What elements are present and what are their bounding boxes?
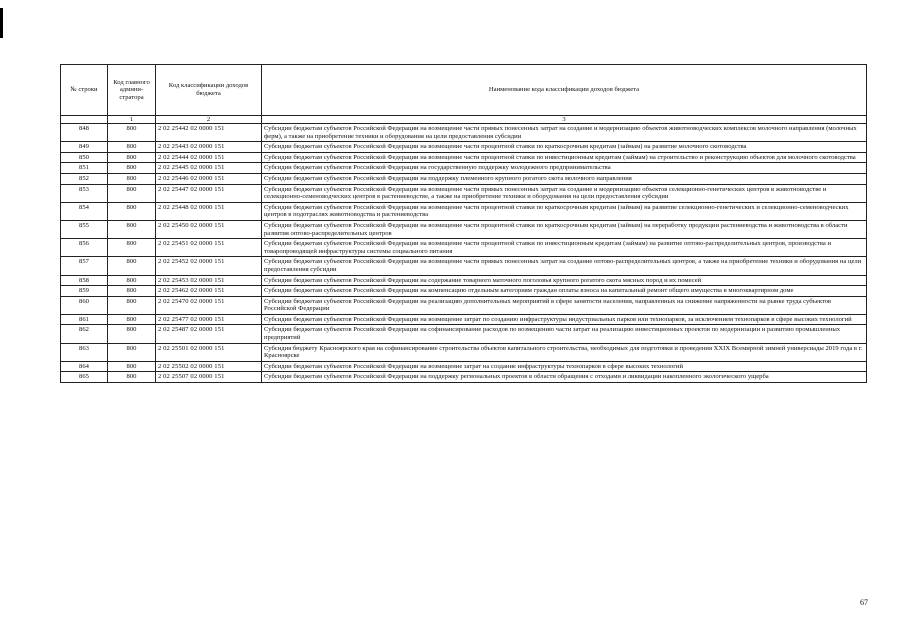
row-number-cell: 857 [61, 257, 108, 275]
code-name-cell: Субсидии бюджетам субъектов Российской Федерации на возмещение части прямых понесенных затрат на создание и модернизацию объектов животноводческих комплексов молочного направления (молочных ферм), а также на приобретение техники и оборудования на цели предоставления субсидии [262, 124, 867, 142]
table-row [61, 184, 867, 202]
column-number-empty [61, 116, 108, 124]
admin-code-cell: 800 [108, 124, 156, 142]
classification-code-cell: 2 02 25487 02 0000 151 [156, 325, 262, 343]
column-number-3: 3 [262, 116, 867, 124]
classification-code-cell: 2 02 25442 02 0000 151 [156, 124, 262, 142]
classification-code-cell: 2 02 25445 02 0000 151 [156, 163, 262, 174]
header-row [61, 65, 867, 116]
classification-code-cell: 2 02 25444 02 0000 151 [156, 152, 262, 163]
code-name-cell: Субсидии бюджетам субъектов Российской Федерации на возмещение части прямых понесенных затрат на создание и модернизацию объектов селекционно-генетических центров в животноводстве и селекционно-семеноводческих центров в растениеводстве, а также на приобретение техники и оборудования на цели предоставления субсидии [262, 184, 867, 202]
admin-code-cell: 800 [108, 286, 156, 297]
classification-code-cell: 2 02 25477 02 0000 151 [156, 314, 262, 325]
code-name-cell: Субсидии бюджетам субъектов Российской Федерации на содержание товарного маточного поголовья крупного рогатого скота мясных пород и их помесей [262, 275, 867, 286]
code-name-cell: Субсидии бюджетам субъектов Российской Федерации на возмещение части прямых понесенных затрат на создание оптово-распределительных центров, а также на приобретение техники и оборудования на цели предоставления субсидии [262, 257, 867, 275]
budget-classification-table [60, 64, 867, 383]
classification-code-cell: 2 02 25453 02 0000 151 [156, 275, 262, 286]
header-row-number: № строки [61, 65, 108, 116]
code-name-cell: Субсидии бюджетам субъектов Российской Федерации на софинансирование расходов по возмещению части затрат на реализацию инвестиционных проектов по модернизации и развитию промышленных предприятий [262, 325, 867, 343]
code-name-cell: Субсидии бюджетам субъектов Российской Федерации на реализацию дополнительных мероприятий в сфере занятости населения, направленных на снижение напряженности на рынке труда субъектов Российской Федерации [262, 296, 867, 314]
classification-code-cell: 2 02 25448 02 0000 151 [156, 202, 262, 220]
table-row [61, 163, 867, 174]
admin-code-cell: 800 [108, 314, 156, 325]
table-header [61, 65, 867, 124]
classification-code-cell: 2 02 25447 02 0000 151 [156, 184, 262, 202]
table-row [61, 343, 867, 361]
admin-code-cell: 800 [108, 296, 156, 314]
admin-code-cell: 800 [108, 152, 156, 163]
row-number-cell: 859 [61, 286, 108, 297]
classification-code-cell: 2 02 25507 02 0000 151 [156, 372, 262, 383]
classification-code-cell: 2 02 25451 02 0000 151 [156, 239, 262, 257]
column-numbers-row [61, 116, 867, 124]
code-name-cell: Субсидии бюджетам субъектов Российской Федерации на компенсацию отдельным категориям граждан оплаты взноса на капитальный ремонт общего имущества в многоквартирном доме [262, 286, 867, 297]
page-number: 67 [860, 598, 868, 607]
table-row [61, 239, 867, 257]
admin-code-cell: 800 [108, 361, 156, 372]
code-name-cell: Субсидии бюджетам субъектов Российской Федерации на поддержку племенного крупного рогатого скота молочного направления [262, 173, 867, 184]
code-name-cell: Субсидии бюджетам субъектов Российской Федерации на возмещение затрат на создание инфраструктуры технопарков в сфере высоких технологий [262, 361, 867, 372]
row-number-cell: 865 [61, 372, 108, 383]
row-number-cell: 856 [61, 239, 108, 257]
admin-code-cell: 800 [108, 257, 156, 275]
admin-code-cell: 800 [108, 142, 156, 153]
code-name-cell: Субсидии бюджетам субъектов Российской Федерации на поддержку региональных проектов в области обращения с отходами и ликвидации накопленного экологического ущерба [262, 372, 867, 383]
table-row [61, 361, 867, 372]
classification-code-cell: 2 02 25452 02 0000 151 [156, 257, 262, 275]
row-number-cell: 848 [61, 124, 108, 142]
classification-code-cell: 2 02 25502 02 0000 151 [156, 361, 262, 372]
admin-code-cell: 800 [108, 202, 156, 220]
classification-code-cell: 2 02 25501 02 0000 151 [156, 343, 262, 361]
table-row [61, 314, 867, 325]
row-number-cell: 853 [61, 184, 108, 202]
code-name-cell: Субсидии бюджетам субъектов Российской Федерации на возмещение части процентной ставки по краткосрочным кредитам (займам) на развитие селекционно-генетических и селекционно-семеноводческих центров в подотраслях животноводства и растениеводства [262, 202, 867, 220]
classification-code-cell: 2 02 25446 02 0000 151 [156, 173, 262, 184]
admin-code-cell: 800 [108, 372, 156, 383]
table-row [61, 275, 867, 286]
row-number-cell: 860 [61, 296, 108, 314]
margin-mark [0, 8, 3, 38]
table-row [61, 124, 867, 142]
table-row [61, 286, 867, 297]
row-number-cell: 850 [61, 152, 108, 163]
code-name-cell: Субсидии бюджетам субъектов Российской Федерации на возмещение части процентной ставки по инвестиционным кредитам (займам) на строительство и реконструкцию объектов для молочного скотоводства [262, 152, 867, 163]
code-name-cell: Субсидии бюджетам субъектов Российской Федерации на государственную поддержку молодежного предпринимательства [262, 163, 867, 174]
budget-classification-table-container [60, 64, 866, 383]
table-row [61, 325, 867, 343]
row-number-cell: 861 [61, 314, 108, 325]
code-name-cell: Субсидии бюджетам субъектов Российской Федерации на возмещение части процентной ставки по краткосрочным кредитам (займам) на развитие молочного скотоводства [262, 142, 867, 153]
table-row [61, 220, 867, 238]
classification-code-cell: 2 02 25443 02 0000 151 [156, 142, 262, 153]
table-row [61, 142, 867, 153]
admin-code-cell: 800 [108, 275, 156, 286]
classification-code-cell: 2 02 25470 02 0000 151 [156, 296, 262, 314]
row-number-cell: 863 [61, 343, 108, 361]
table-row [61, 202, 867, 220]
code-name-cell: Субсидии бюджетам субъектов Российской Федерации на возмещение части процентной ставки по краткосрочным кредитам (займам) на переработку продукции растениеводства и животноводства в области развития оптово-распределительных центров [262, 220, 867, 238]
table-row [61, 372, 867, 383]
code-name-cell: Субсидии бюджетам субъектов Российской Федерации на возмещение части процентной ставки по инвестиционным кредитам (займам) на развитие оптово-распределительных центров, производства и товаропроводящей инфраструктуры системы социального питания [262, 239, 867, 257]
row-number-cell: 864 [61, 361, 108, 372]
admin-code-cell: 800 [108, 173, 156, 184]
table-row [61, 257, 867, 275]
row-number-cell: 854 [61, 202, 108, 220]
column-number-1: 1 [108, 116, 156, 124]
header-code-name: Наименование кода классификации доходов бюджета [262, 65, 867, 116]
header-admin-code: Код главного админи-стратора [108, 65, 156, 116]
classification-code-cell: 2 02 25462 02 0000 151 [156, 286, 262, 297]
row-number-cell: 858 [61, 275, 108, 286]
classification-code-cell: 2 02 25450 02 0000 151 [156, 220, 262, 238]
row-number-cell: 851 [61, 163, 108, 174]
code-name-cell: Субсидия бюджету Красноярского края на софинансирование строительства объектов капитального строительства, необходимых для подготовки и проведения XXIX Всемирной зимней универсиады 2019 года в г. Красноярске [262, 343, 867, 361]
table-row [61, 296, 867, 314]
table-row [61, 173, 867, 184]
table-body [61, 124, 867, 383]
code-name-cell: Субсидии бюджетам субъектов Российской Федерации на возмещение затрат по созданию инфраструктуры индустриальных парков или технопарков, за исключением технопарков в сфере высоких технологий [262, 314, 867, 325]
row-number-cell: 855 [61, 220, 108, 238]
column-number-2: 2 [156, 116, 262, 124]
row-number-cell: 862 [61, 325, 108, 343]
admin-code-cell: 800 [108, 239, 156, 257]
admin-code-cell: 800 [108, 343, 156, 361]
row-number-cell: 852 [61, 173, 108, 184]
admin-code-cell: 800 [108, 220, 156, 238]
header-classification-code: Код классификации доходов бюджета [156, 65, 262, 116]
row-number-cell: 849 [61, 142, 108, 153]
table-row [61, 152, 867, 163]
admin-code-cell: 800 [108, 163, 156, 174]
admin-code-cell: 800 [108, 184, 156, 202]
admin-code-cell: 800 [108, 325, 156, 343]
